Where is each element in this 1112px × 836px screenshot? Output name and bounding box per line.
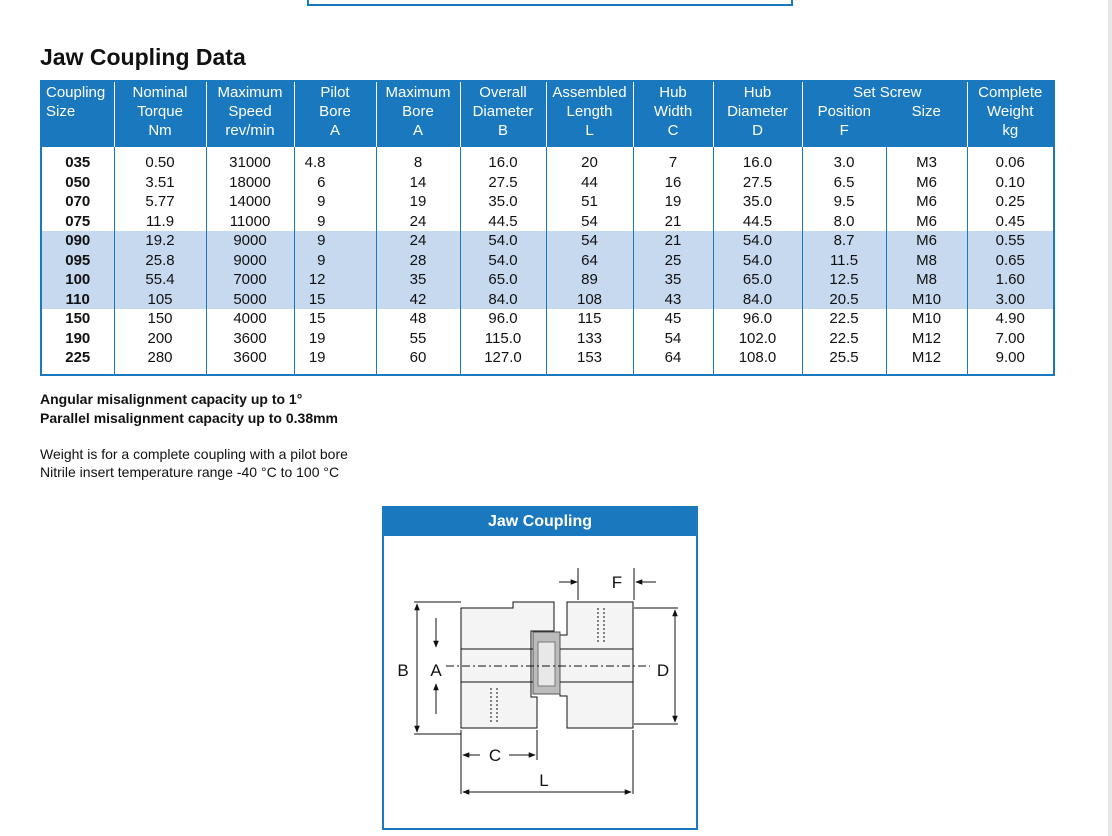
cell-set-screw-size: M10 (886, 309, 967, 329)
cell-coupling-size: 095 (41, 251, 114, 271)
header-line: rev/min (225, 122, 275, 139)
cell-pilot-bore: 12 (294, 270, 376, 290)
cell-set-screw-position: 6.5 (802, 173, 886, 193)
cell-coupling-size: 050 (41, 173, 114, 193)
table-row (41, 329, 1054, 349)
header-line: Weight (987, 103, 1034, 120)
cell-nominal-torque: 280 (114, 348, 206, 375)
cell-assembled-length: 115 (546, 309, 633, 329)
cell-maximum-bore: 60 (376, 348, 460, 375)
cell-hub-width: 16 (633, 173, 713, 193)
cell-hub-diameter: 27.5 (713, 173, 802, 193)
cell-assembled-length: 64 (546, 251, 633, 271)
header-line: Diameter (727, 103, 788, 120)
cell-set-screw-position: 3.0 (802, 147, 886, 173)
header-line: Nominal (132, 84, 188, 101)
header-line: Diameter (472, 103, 534, 120)
cell-coupling-size: 070 (41, 192, 114, 212)
header-line: Nm (148, 122, 172, 139)
cell-set-screw-size: M10 (886, 290, 967, 310)
header-line: F (839, 122, 849, 139)
cell-maximum-speed: 3600 (206, 348, 294, 375)
cell-set-screw-position: 11.5 (802, 251, 886, 271)
header-line: Pilot (320, 84, 350, 101)
header-line: Bore (319, 103, 351, 120)
table-row (41, 231, 1054, 251)
cell-nominal-torque: 105 (114, 290, 206, 310)
diagram-title: Jaw Coupling (384, 508, 696, 536)
cell-hub-width: 54 (633, 329, 713, 349)
header-nominal-torque (114, 81, 206, 147)
cell-pilot-bore: 6 (294, 173, 376, 193)
label-b: B (397, 661, 409, 680)
cell-hub-diameter: 35.0 (713, 192, 802, 212)
cell-assembled-length: 44 (546, 173, 633, 193)
cell-set-screw-position: 20.5 (802, 290, 886, 310)
cell-complete-weight: 0.45 (995, 212, 1025, 230)
cell-coupling-size: 090 (41, 231, 114, 251)
table-row (41, 270, 1054, 290)
cell-pilot-bore: 15 (294, 309, 376, 329)
cell-nominal-torque: 19.2 (114, 231, 206, 251)
cell-overall-diameter: 54.0 (460, 231, 546, 251)
header-line: Maximum (217, 84, 283, 101)
cell-complete-weight: 9.00 (995, 349, 1025, 366)
cell-assembled-length: 54 (546, 212, 633, 232)
header-line: A (412, 122, 423, 139)
table-row (41, 212, 1054, 232)
cell-complete-weight: 0.25 (995, 193, 1025, 210)
cell-overall-diameter: 115.0 (460, 329, 546, 349)
cell-hub-diameter: 16.0 (713, 147, 802, 173)
cell-nominal-torque: 55.4 (114, 270, 206, 290)
header-maximum-bore (376, 81, 460, 147)
cell-maximum-bore: 14 (376, 173, 460, 193)
table-header-row (41, 81, 1054, 147)
cell-hub-width: 21 (633, 231, 713, 251)
cell-hub-diameter: 54.0 (713, 251, 802, 271)
label-f: F (611, 573, 623, 592)
cell-maximum-speed: 9000 (206, 231, 294, 251)
cell-maximum-speed: 4000 (206, 309, 294, 329)
header-line: Assembled (552, 84, 627, 101)
note-parallel: Parallel misalignment capacity up to 0.38mm (40, 410, 338, 426)
cell-set-screw-size: M8 (886, 270, 967, 290)
cell-set-screw-size: M6 (886, 231, 967, 251)
cell-assembled-length: 51 (546, 192, 633, 212)
coupling-data-table (40, 80, 1055, 376)
cell-set-screw-size: M12 (886, 329, 967, 349)
cell-coupling-size: 100 (41, 270, 114, 290)
cell-coupling-size: 225 (41, 348, 114, 375)
coupling-outline (461, 602, 633, 728)
cell-pilot-bore: 9 (294, 192, 376, 212)
cell-set-screw-size: M6 (886, 192, 967, 212)
cell-overall-diameter: 27.5 (460, 173, 546, 193)
cell-pilot-bore: 9 (294, 231, 376, 251)
cell-set-screw-position: 9.5 (802, 192, 886, 212)
cell-hub-width: 7 (633, 147, 713, 173)
table-row (41, 309, 1054, 329)
cell-hub-diameter: 84.0 (713, 290, 802, 310)
cell-assembled-length: 153 (546, 348, 633, 375)
cell-complete-weight: 0.65 (967, 251, 1054, 271)
cell-maximum-bore: 35 (376, 270, 460, 290)
cell-assembled-length: 108 (546, 290, 633, 310)
cell-coupling-size: 110 (41, 290, 114, 310)
cell-maximum-speed: 7000 (206, 270, 294, 290)
cell-set-screw-position: 25.5 (802, 348, 886, 375)
cell-pilot-bore: 15 (294, 290, 376, 310)
cell-overall-diameter: 35.0 (460, 192, 546, 212)
cell-set-screw-size: M8 (886, 251, 967, 271)
cell-maximum-bore: 24 (376, 231, 460, 251)
misalignment-notes (40, 390, 338, 428)
cell-overall-diameter: 84.0 (460, 290, 546, 310)
cell-hub-diameter: 102.0 (713, 329, 802, 349)
cell-pilot-bore: 19 (294, 329, 376, 349)
cell-maximum-bore: 42 (376, 290, 460, 310)
cell-hub-width: 43 (633, 290, 713, 310)
header-line: L (585, 122, 594, 139)
table-row (41, 348, 1054, 375)
header-line: A (329, 122, 340, 139)
cell-complete-weight: 4.90 (995, 310, 1025, 327)
header-line: Maximum (385, 84, 451, 101)
cell-maximum-speed: 9000 (206, 251, 294, 271)
cell-maximum-speed: 3600 (206, 329, 294, 349)
cell-assembled-length: 89 (546, 270, 633, 290)
cell-complete-weight: 7.00 (995, 329, 1025, 347)
cell-pilot-bore: 4.8 (294, 147, 376, 173)
table-row (41, 173, 1054, 193)
cell-coupling-size: 035 (41, 147, 114, 173)
cell-hub-diameter: 96.0 (713, 309, 802, 329)
cell-set-screw-size: M12 (886, 348, 967, 375)
cell-overall-diameter: 16.0 (460, 147, 546, 173)
label-c: C (488, 746, 502, 765)
cell-hub-width: 45 (633, 309, 713, 329)
note-temperature: Nitrile insert temperature range -40 °C to 100 °C (40, 464, 340, 480)
coupling-drawing (384, 508, 696, 828)
cell-complete-weight: 3.00 (967, 290, 1054, 310)
cell-coupling-size: 190 (41, 329, 114, 349)
cell-maximum-speed: 18000 (206, 173, 294, 193)
header-line: Complete (978, 84, 1043, 101)
cell-overall-diameter: 127.0 (460, 348, 546, 375)
header-line: kg (1002, 122, 1019, 139)
cell-maximum-speed: 31000 (206, 147, 294, 173)
header-line: Torque (137, 103, 183, 120)
cell-overall-diameter: 54.0 (460, 251, 546, 271)
cell-overall-diameter: 65.0 (460, 270, 546, 290)
cell-coupling-size: 075 (41, 212, 114, 232)
note-angular: Angular misalignment capacity up to 1° (40, 391, 303, 407)
header-coupling-size (41, 81, 114, 147)
header-line: Overall (479, 84, 527, 101)
cell-hub-width: 21 (633, 212, 713, 232)
cell-set-screw-size: M6 (886, 173, 967, 193)
header-line: C (667, 122, 679, 139)
cell-set-screw-position: 22.5 (802, 329, 886, 349)
cell-set-screw-position: 8.0 (802, 212, 886, 232)
header-line: Hub (659, 84, 687, 101)
top-frame (307, 0, 793, 6)
header-line: B (497, 122, 508, 139)
page-edge (1108, 0, 1112, 836)
table-row (41, 290, 1054, 310)
cell-overall-diameter: 44.5 (460, 212, 546, 232)
header-set-screw-position (802, 81, 922, 147)
cell-hub-width: 19 (633, 192, 713, 212)
cell-complete-weight: 0.10 (995, 173, 1025, 191)
cell-set-screw-position: 22.5 (802, 309, 886, 329)
header-line: Size (911, 103, 941, 120)
general-notes (40, 445, 348, 481)
label-a: A (430, 661, 442, 680)
header-line: Coupling (46, 84, 106, 101)
cell-assembled-length: 20 (546, 147, 633, 173)
header-maximum-speed (206, 81, 294, 147)
cell-coupling-size: 150 (41, 309, 114, 329)
cell-complete-weight: 0.55 (967, 231, 1054, 251)
table-row (41, 147, 1054, 173)
jaw-coupling-diagram (382, 506, 698, 830)
cell-maximum-bore: 8 (376, 147, 460, 173)
cell-complete-weight: 0.06 (995, 154, 1025, 171)
header-pilot-bore (294, 81, 376, 147)
cell-maximum-bore: 48 (376, 309, 460, 329)
cell-nominal-torque: 25.8 (114, 251, 206, 271)
cell-assembled-length: 54 (546, 231, 633, 251)
cell-set-screw-position: 12.5 (802, 270, 886, 290)
cell-maximum-speed: 11000 (206, 212, 294, 232)
right-hub-shape (560, 602, 633, 728)
header-hub-width (633, 81, 713, 147)
cell-hub-diameter: 108.0 (713, 348, 802, 375)
header-overall-diameter (460, 81, 546, 147)
header-line: Hub (743, 84, 772, 101)
cell-pilot-bore: 9 (294, 212, 376, 232)
cell-maximum-bore: 55 (376, 329, 460, 349)
cell-maximum-bore: 19 (376, 192, 460, 212)
cell-maximum-speed: 14000 (206, 192, 294, 212)
cell-maximum-speed: 5000 (206, 290, 294, 310)
header-line: Length (566, 103, 613, 120)
header-line: Width (653, 103, 693, 120)
cell-maximum-bore: 28 (376, 251, 460, 271)
cell-nominal-torque: 150 (114, 309, 206, 329)
page-title: Jaw Coupling Data (40, 44, 246, 70)
table-row (41, 251, 1054, 271)
cell-set-screw-position: 8.7 (802, 231, 886, 251)
cell-pilot-bore: 19 (294, 348, 376, 375)
header-line: Size (46, 103, 76, 120)
cell-hub-diameter: 44.5 (713, 212, 802, 232)
header-assembled-length (546, 81, 633, 147)
cell-set-screw-size: M3 (886, 147, 967, 173)
cell-overall-diameter: 96.0 (460, 309, 546, 329)
label-d: D (656, 661, 670, 680)
cell-hub-diameter: 65.0 (713, 270, 802, 290)
cell-maximum-bore: 24 (376, 212, 460, 232)
table-body (41, 147, 1054, 375)
cell-hub-width: 64 (633, 348, 713, 375)
note-weight: Weight is for a complete coupling with a pilot bore (40, 446, 348, 462)
cell-nominal-torque: 11.9 (114, 212, 206, 232)
table-row (41, 192, 1054, 212)
cell-nominal-torque: 0.50 (114, 147, 206, 173)
header-complete-weight (967, 81, 1054, 147)
cell-pilot-bore: 9 (294, 251, 376, 271)
cell-nominal-torque: 200 (114, 329, 206, 349)
header-line: D (752, 122, 763, 139)
cell-hub-diameter: 54.0 (713, 231, 802, 251)
cell-complete-weight: 1.60 (967, 270, 1054, 290)
cell-nominal-torque: 3.51 (114, 173, 206, 193)
cell-assembled-length: 133 (546, 329, 633, 349)
header-set-screw-label: Set Screw (853, 84, 922, 101)
header-line: Bore (402, 103, 434, 120)
cell-hub-width: 25 (633, 251, 713, 271)
cell-hub-width: 35 (633, 270, 713, 290)
header-line: Position (817, 103, 871, 120)
cell-set-screw-size: M6 (886, 212, 967, 232)
label-l: L (539, 771, 549, 790)
header-hub-diameter (713, 81, 802, 147)
cell-nominal-torque: 5.77 (114, 192, 206, 212)
header-line: Speed (228, 103, 272, 120)
